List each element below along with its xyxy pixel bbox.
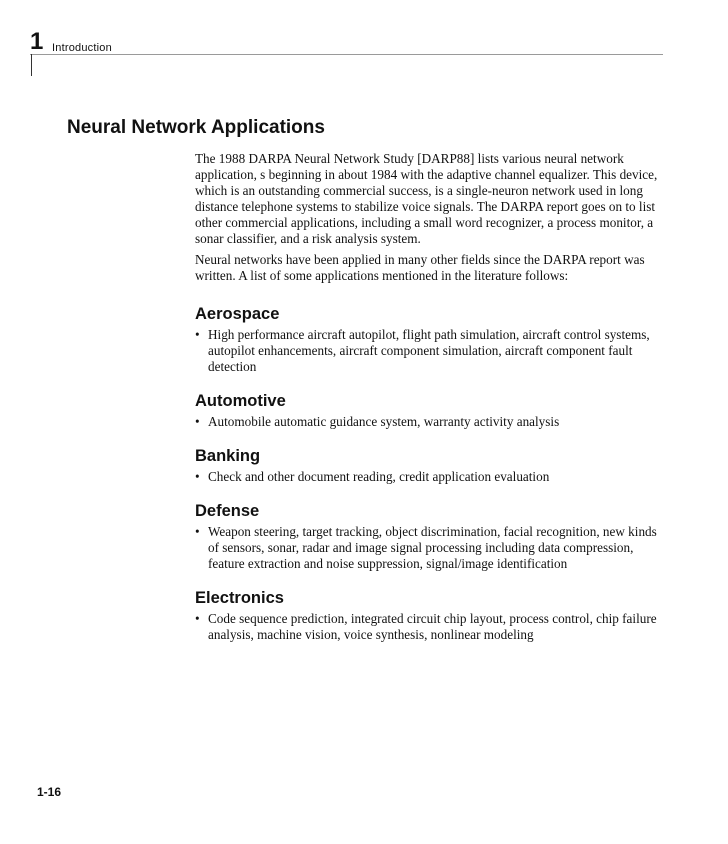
subsection-aerospace xyxy=(195,304,665,375)
list-item-text: Weapon steering, target tracking, object discrimination, facial recognition, new kinds of sensors, sonar, radar and image signal processing including data compression, feature extraction and noise suppression, signal/image identification xyxy=(208,524,657,571)
application-list xyxy=(195,304,665,643)
chapter-number: 1 xyxy=(30,28,44,55)
bullet-list xyxy=(195,524,665,572)
header-margin-tick xyxy=(31,54,32,76)
list-item xyxy=(195,611,665,643)
chapter-title: Introduction xyxy=(52,42,112,54)
section-body xyxy=(195,151,665,643)
bullet-list xyxy=(195,414,665,430)
bullet-icon: • xyxy=(195,611,200,626)
subsection-defense xyxy=(195,501,665,572)
list-item xyxy=(195,524,665,572)
intro-paragraph: Neural networks have been applied in many other fields since the DARPA report was written. A list of some applications mentioned in the literature follows: xyxy=(195,252,645,283)
header-rule xyxy=(30,54,663,55)
subsection-electronics xyxy=(195,588,665,643)
bullet-icon: • xyxy=(195,524,200,539)
bullet-list xyxy=(195,327,665,375)
page-number: 1-16 xyxy=(37,785,62,799)
bullet-list xyxy=(195,611,665,643)
list-item-text: Automobile automatic guidance system, warranty activity analysis xyxy=(208,414,560,429)
subsection-title: Defense xyxy=(195,502,260,520)
subsection-automotive xyxy=(195,391,665,430)
list-item xyxy=(195,414,665,430)
subsection-title: Automotive xyxy=(195,392,286,410)
subsection-title: Aerospace xyxy=(195,305,280,323)
bullet-icon: • xyxy=(195,469,200,484)
subsection-title: Banking xyxy=(195,447,261,465)
chapter-header xyxy=(0,0,728,80)
list-item xyxy=(195,327,665,375)
bullet-icon: • xyxy=(195,327,200,342)
subsection-banking xyxy=(195,446,665,485)
list-item-text: Check and other document reading, credit application evaluation xyxy=(208,469,550,484)
bullet-list xyxy=(195,469,665,485)
subsection-title: Electronics xyxy=(195,589,284,607)
intro-paragraph: The 1988 DARPA Neural Network Study [DARP88] lists various neural network application, s beginning in about 1984 with the adaptive channel equalizer. This device, which is an outstanding commercial success, is a single-neuron network used in long distance telephone systems to stabilize voice signals. The DARPA report goes on to list other commercial applications, including a small word recognizer, a process monitor, a sonar classifier, and a risk analysis system. xyxy=(195,151,658,246)
list-item xyxy=(195,469,665,485)
section-title: Neural Network Applications xyxy=(67,117,325,138)
bullet-icon: • xyxy=(195,414,200,429)
list-item-text: Code sequence prediction, integrated circuit chip layout, process control, chip failure analysis, machine vision, voice synthesis, nonlinear modeling xyxy=(208,611,657,642)
list-item-text: High performance aircraft autopilot, flight path simulation, aircraft control systems, autopilot enhancements, aircraft component simulation, aircraft component fault detection xyxy=(208,327,650,374)
